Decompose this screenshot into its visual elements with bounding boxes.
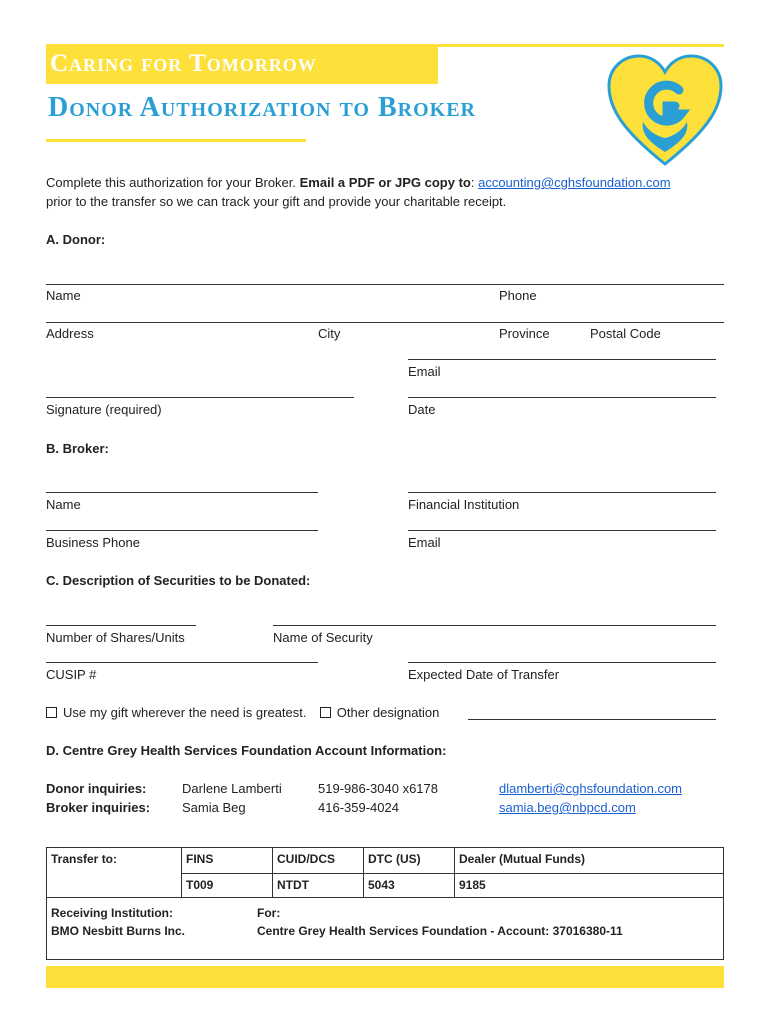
donor-address-line[interactable] [46,322,724,323]
broker-institution-label: Financial Institution [408,497,520,512]
broker-email-line[interactable] [408,530,716,531]
donor-inquiries-email-link[interactable]: dlamberti@cghsfoundation.com [499,781,683,796]
other-designation-label: Other designation [336,705,440,720]
value-dtc: 5043 [364,874,455,898]
donor-email-label: Email [408,364,441,379]
transfer-date-line[interactable] [408,662,716,663]
donor-inquiries-label: Donor inquiries: [46,781,147,796]
greatest-need-label: Use my gift wherever the need is greatest. [63,705,307,720]
donor-inquiries-name: Darlene Lamberti [182,781,282,796]
title-banner [46,44,438,84]
other-designation-checkbox[interactable] [320,707,331,718]
donor-address-label: Address [46,326,94,341]
section-d-heading: D. Centre Grey Health Services Foundation Account Information: [46,743,447,758]
intro-text: Complete this authorization for your Broker. [46,175,297,190]
value-fins: T009 [182,874,273,898]
donor-date-line[interactable] [408,397,716,398]
donor-name-phone-line[interactable] [46,284,724,285]
donor-signature-label: Signature (required) [46,402,162,417]
footer-bar [46,966,724,988]
transfer-date-label: Expected Date of Transfer [408,667,560,682]
greatest-need-checkbox[interactable] [46,707,57,718]
title-banner-text: Caring for Tomorrow [50,50,317,77]
value-cuid-dcs: NTDT [273,874,364,898]
security-name-line[interactable] [273,625,716,626]
section-c-heading: C. Description of Securities to be Donated: [46,573,311,588]
broker-name-label: Name [46,497,81,512]
foundation-logo-icon [605,52,725,170]
donor-email-line[interactable] [408,359,716,360]
section-a-heading: A. Donor: [46,232,106,247]
receiving-row [47,898,724,960]
broker-inquiries-name: Samia Beg [182,800,246,815]
page-title: Donor Authorization to Broker [48,92,476,123]
header-fins: FINS [182,848,273,874]
cusip-line[interactable] [46,662,318,663]
section-b-heading: B. Broker: [46,441,109,456]
donor-postal-label: Postal Code [590,326,661,341]
broker-inquiries-email-link[interactable]: samia.beg@nbpcd.com [499,800,636,815]
other-designation-line[interactable] [468,719,716,720]
header-cuid-dcs: CUID/DCS [273,848,364,874]
receiving-value: BMO Nesbitt Burns Inc. [51,924,186,938]
donor-date-label: Date [408,402,436,417]
broker-institution-line[interactable] [408,492,716,493]
shares-line[interactable] [46,625,196,626]
for-label: For: [257,906,281,920]
receiving-label: Receiving Institution: [51,906,174,920]
broker-inquiries-label: Broker inquiries: [46,800,151,815]
transfer-to-label: Transfer to: [47,848,182,898]
accounting-email-link[interactable]: accounting@cghsfoundation.com [478,175,671,190]
donor-name-label: Name [46,288,81,303]
broker-name-line[interactable] [46,492,318,493]
security-name-label: Name of Security [273,630,373,645]
header-rule-bottom [46,139,306,142]
header-dealer: Dealer (Mutual Funds) [455,848,724,874]
designation-row [46,705,439,720]
broker-phone-label: Business Phone [46,535,140,550]
broker-phone-line[interactable] [46,530,318,531]
donor-city-label: City [318,326,341,341]
donor-province-label: Province [499,326,550,341]
intro-email-instruction: Email a PDF or JPG copy to [299,175,471,190]
header-dtc: DTC (US) [364,848,455,874]
value-dealer: 9185 [455,874,724,898]
donor-phone-label: Phone [499,288,537,303]
for-value: Centre Grey Health Services Foundation - Account: 37016380-11 [257,924,623,938]
intro-line-2: prior to the transfer so we can track your gift and provide your charitable receipt. [46,194,507,209]
intro-line-1: Complete this authorization for your Broker. Email a PDF or JPG copy to: accounting@cghsfoundation.com [46,175,671,190]
header-rule-top [438,44,724,47]
broker-email-label: Email [408,535,441,550]
donor-inquiries-phone: 519-986-3040 x6178 [318,781,438,796]
transfer-table [46,847,724,960]
shares-label: Number of Shares/Units [46,630,185,645]
broker-inquiries-phone: 416-359-4024 [318,800,399,815]
donor-signature-line[interactable] [46,397,354,398]
cusip-label: CUSIP # [46,667,97,682]
